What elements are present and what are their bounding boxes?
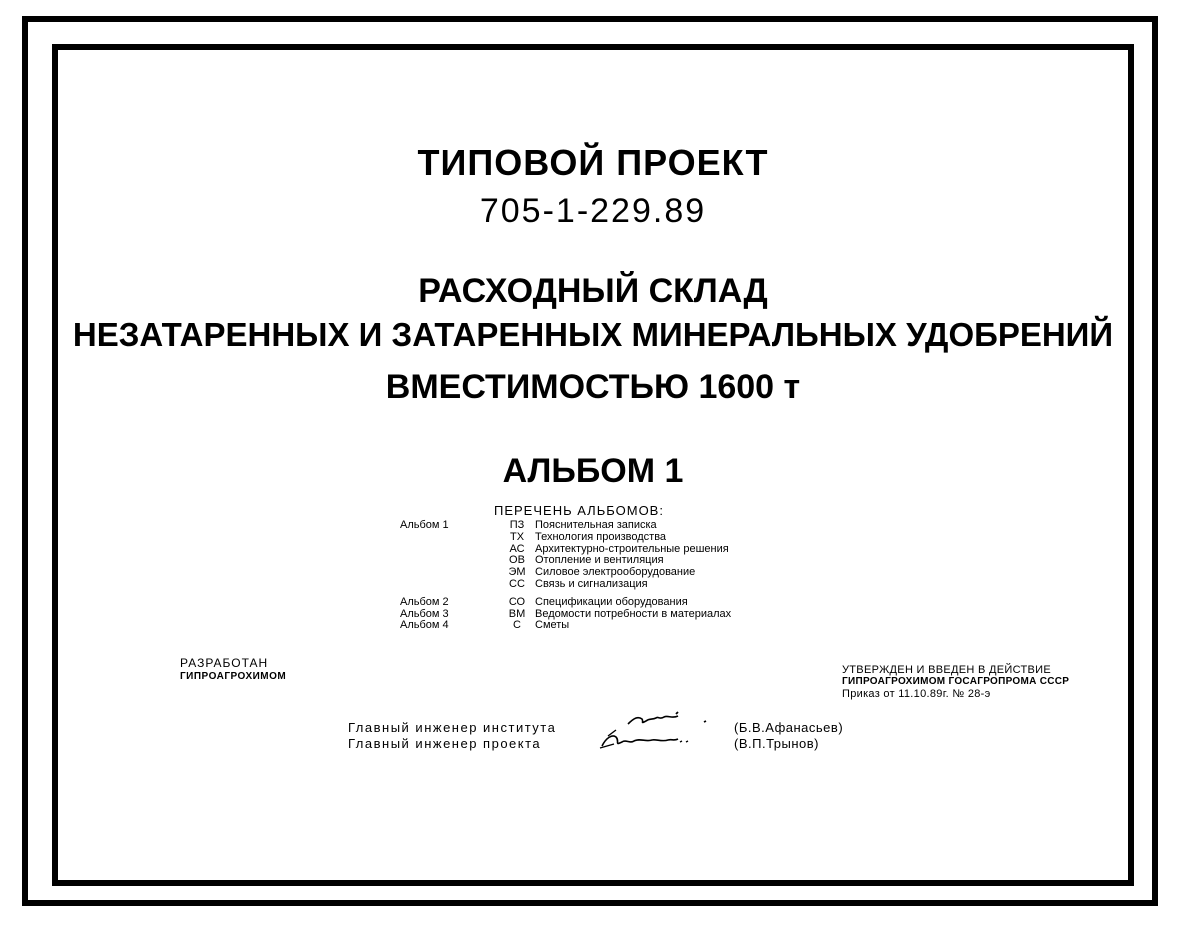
- signature-names: [734, 720, 843, 752]
- album-label: Альбом 1: [400, 519, 449, 531]
- chief-engineer-institute-name: (Б.В.Афанасьев): [734, 720, 844, 735]
- section-code: ПЗ: [509, 519, 525, 531]
- section-code: ЭМ: [508, 566, 526, 579]
- section-description: Спецификации оборудования: [535, 595, 688, 608]
- section-description: Пояснительная записка: [535, 519, 657, 531]
- section-code: С: [513, 619, 521, 632]
- chief-engineer-project-name: (В.П.Трынов): [734, 736, 819, 751]
- album-number: АЛЬБОМ 1: [502, 452, 684, 490]
- album-label: Альбом 4: [400, 619, 449, 632]
- chief-engineer-project-label: Главный инженер проекта: [348, 736, 542, 751]
- project-number: 705-1-229.89: [479, 192, 707, 230]
- developed-by-block: [180, 657, 286, 683]
- signature-titles: [348, 720, 556, 752]
- section-description: Архитектурно-строительные решения: [535, 542, 729, 555]
- section-code: АС: [509, 542, 525, 555]
- approval-block: [842, 664, 1069, 700]
- section-description: Силовое электрооборудование: [535, 566, 696, 579]
- section-description: Связь и сигнализация: [535, 577, 648, 590]
- section-description: Сметы: [535, 619, 570, 632]
- developer-org: ГИПРОАГРОХИМОМ: [180, 671, 287, 682]
- approval-line-3: Приказ от 11.10.89г. № 28-э: [842, 688, 991, 700]
- section-code: ТХ: [509, 530, 525, 543]
- chief-engineer-institute-label: Главный инженер института: [348, 720, 557, 735]
- section-code: ОВ: [509, 554, 525, 567]
- section-code: СС: [509, 577, 525, 590]
- section-code: ВМ: [508, 607, 526, 620]
- handwritten-signatures: [594, 704, 724, 756]
- title-line-1: РАСХОДНЫЙ СКЛАД: [418, 272, 768, 310]
- approval-line-2: ГИПРОАГРОХИМОМ ГОСАГРОПРОМА СССР: [842, 676, 1070, 687]
- section-code: СО: [508, 595, 526, 608]
- album-label: Альбом 2: [400, 595, 449, 608]
- project-type-heading: ТИПОВОЙ ПРОЕКТ: [417, 142, 769, 183]
- section-description: Ведомости потребности в материалах: [535, 607, 732, 620]
- section-description: Отопление и вентиляция: [535, 554, 664, 567]
- title-line-3: ВМЕСТИМОСТЬЮ 1600 т: [385, 368, 801, 406]
- album-label: Альбом 3: [400, 607, 449, 620]
- section-description: Технология производства: [535, 530, 667, 543]
- albums-list-heading: ПЕРЕЧЕНЬ АЛЬБОМОВ:: [494, 503, 664, 518]
- title-line-2: НЕЗАТАРЕННЫХ И ЗАТАРЕННЫХ МИНЕРАЛЬНЫХ УДОБРЕНИЙ: [72, 316, 1114, 353]
- approval-line-1: УТВЕРЖДЕН И ВВЕДЕН В ДЕЙСТВИЕ: [842, 664, 1051, 676]
- developed-by-label: РАЗРАБОТАН: [180, 656, 269, 670]
